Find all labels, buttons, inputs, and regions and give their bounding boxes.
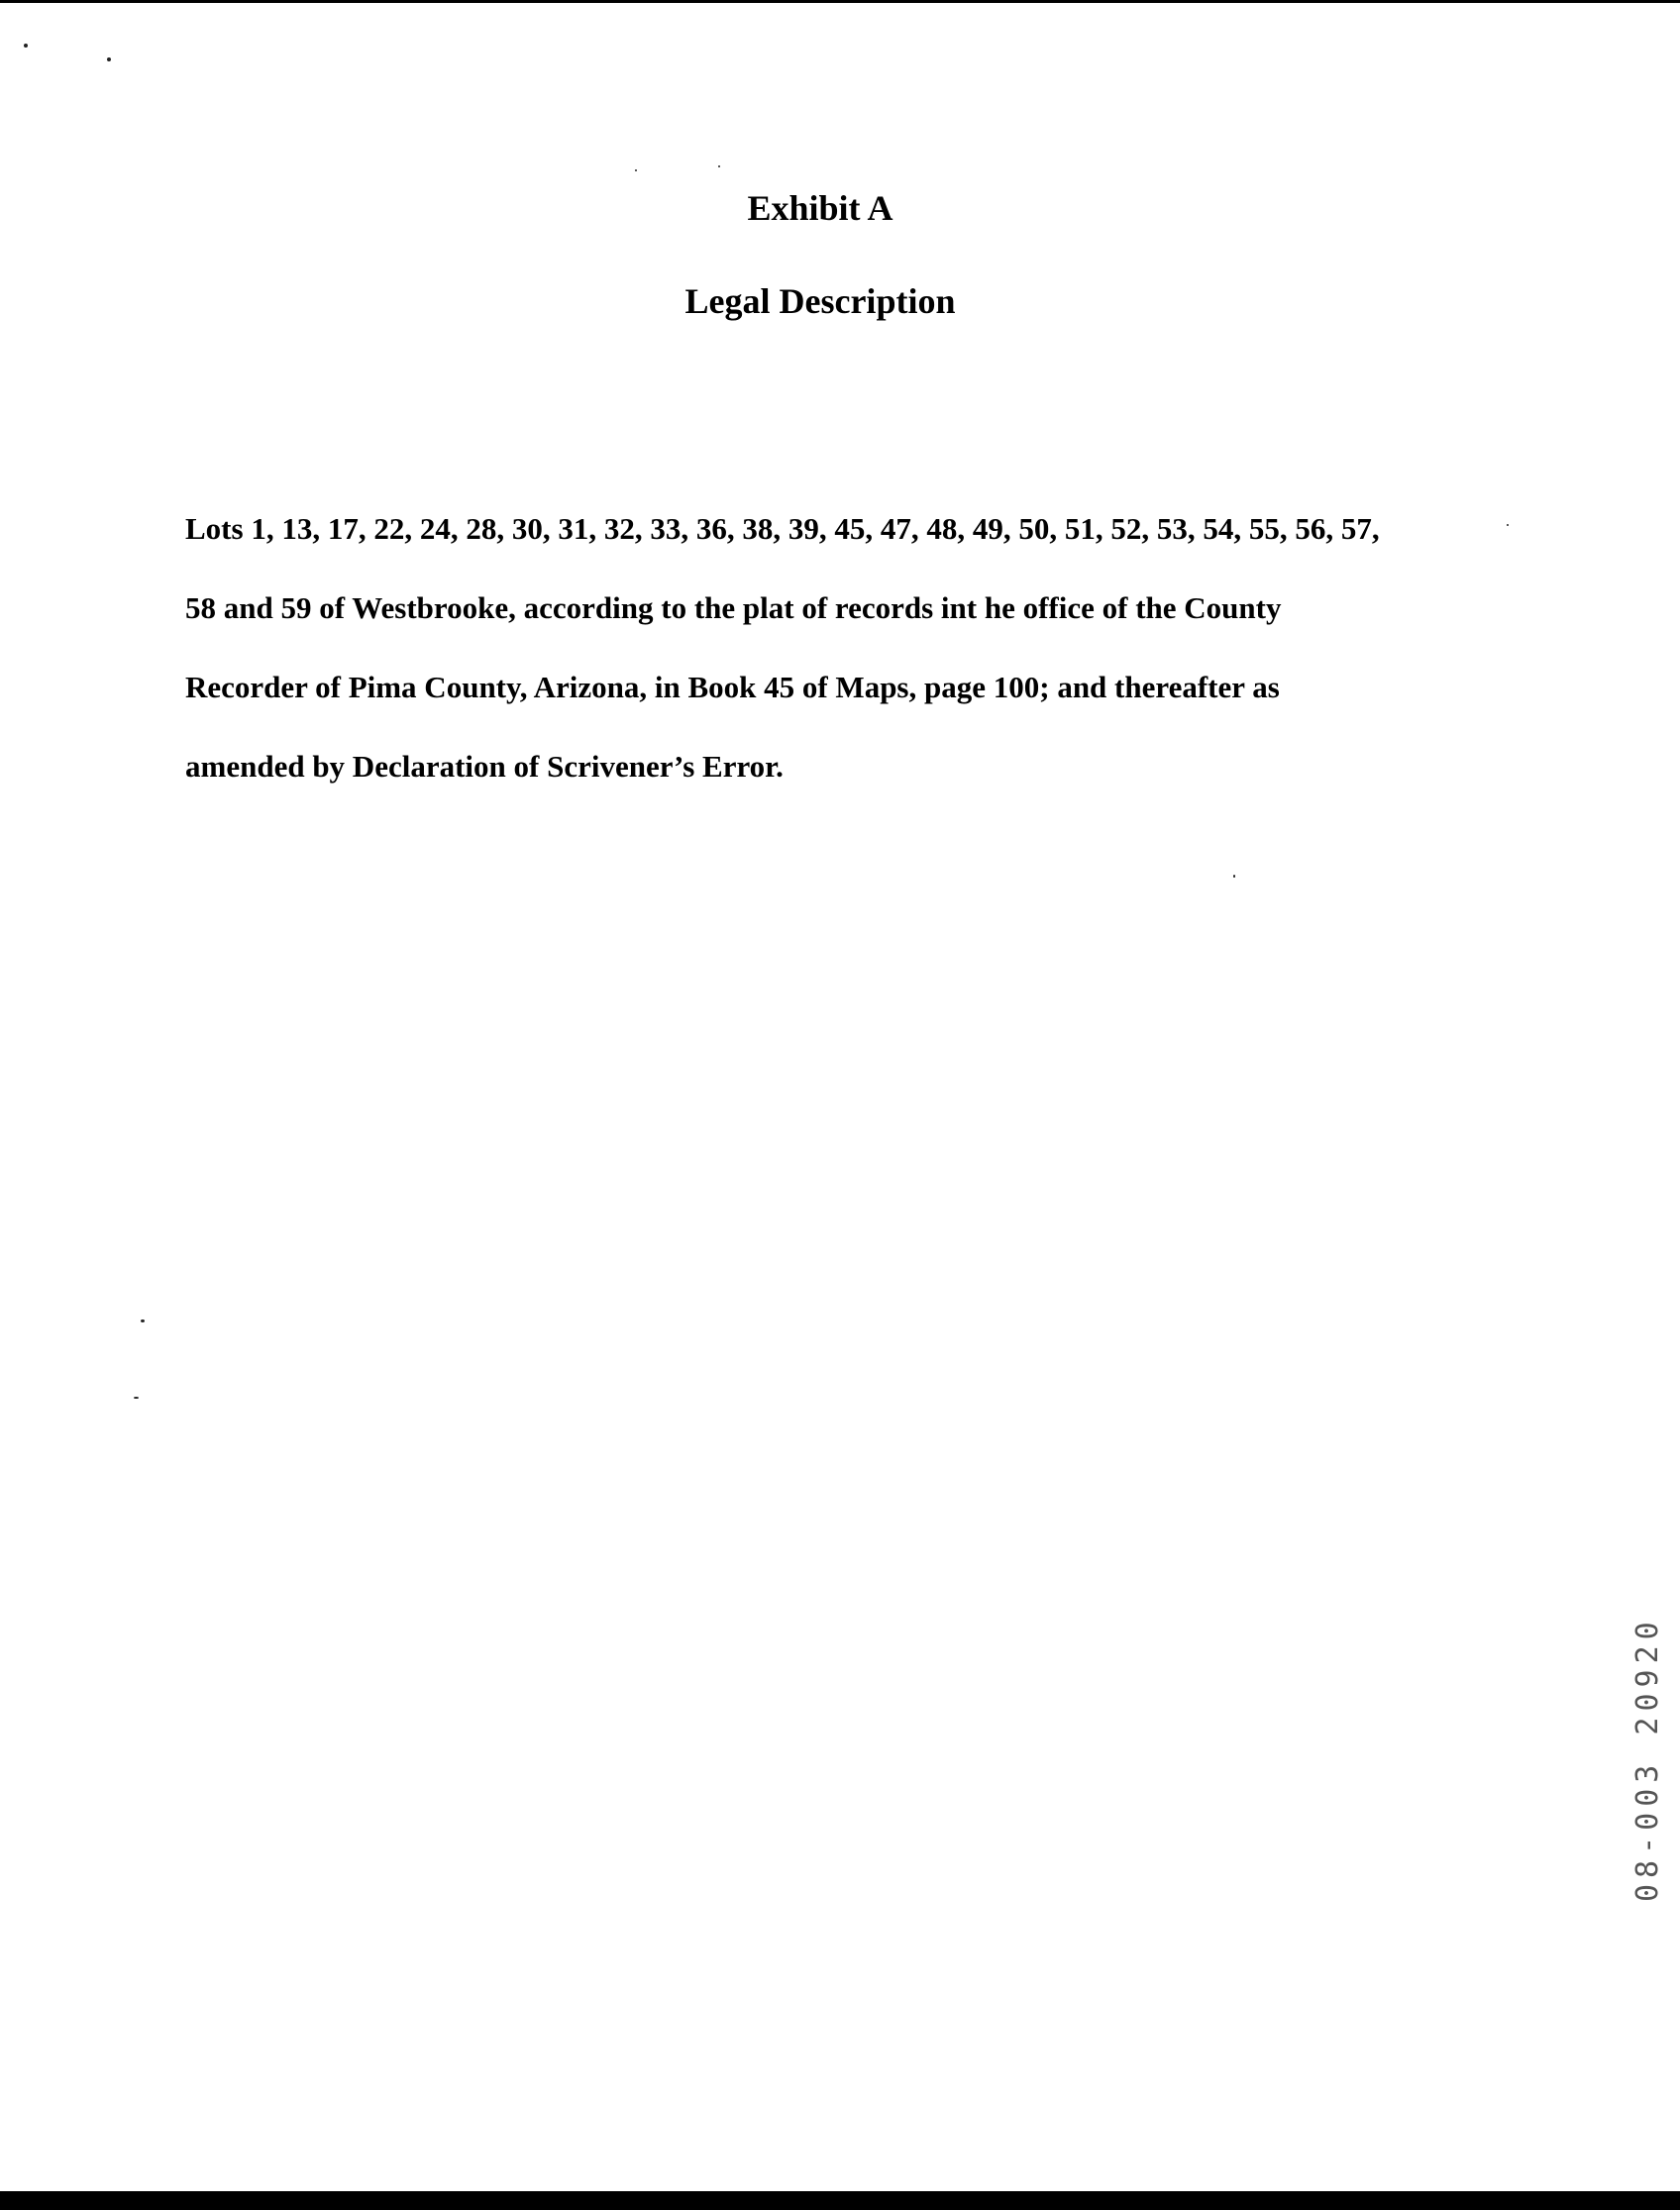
scan-speck [635,169,637,171]
exhibit-title: Exhibit A [747,188,893,228]
scan-speck [24,44,28,48]
body-line: Lots 1, 13, 17, 22, 24, 28, 30, 31, 32, 33, 36, 38, 39, 45, 47, 48, 49, 50, 51, 52, 53, 54, 55, 56, 57, [185,511,1380,546]
margin-stamp-text: 08-003 20920 [1630,1616,1665,1902]
legal-description-body [185,489,1473,806]
body-line: Recorder of Pima County, Arizona, in Book 45 of Maps, page 100; and thereafter as [185,670,1280,704]
scan-speck [1507,524,1509,526]
scan-top-edge [0,0,1680,3]
scan-speck [134,1397,139,1399]
body-line: amended by Declaration of Scrivener’s Error. [185,749,784,784]
scan-bottom-edge [0,2191,1680,2210]
body-line: 58 and 59 of Westbrooke, according to the plat of records int he office of the County [185,590,1282,625]
scan-speck [107,57,111,61]
scan-speck [718,165,720,167]
section-title: Legal Description [684,281,956,321]
scan-speck [1233,875,1235,878]
scan-speck [141,1319,145,1322]
margin-stamp [1621,1565,1665,1902]
